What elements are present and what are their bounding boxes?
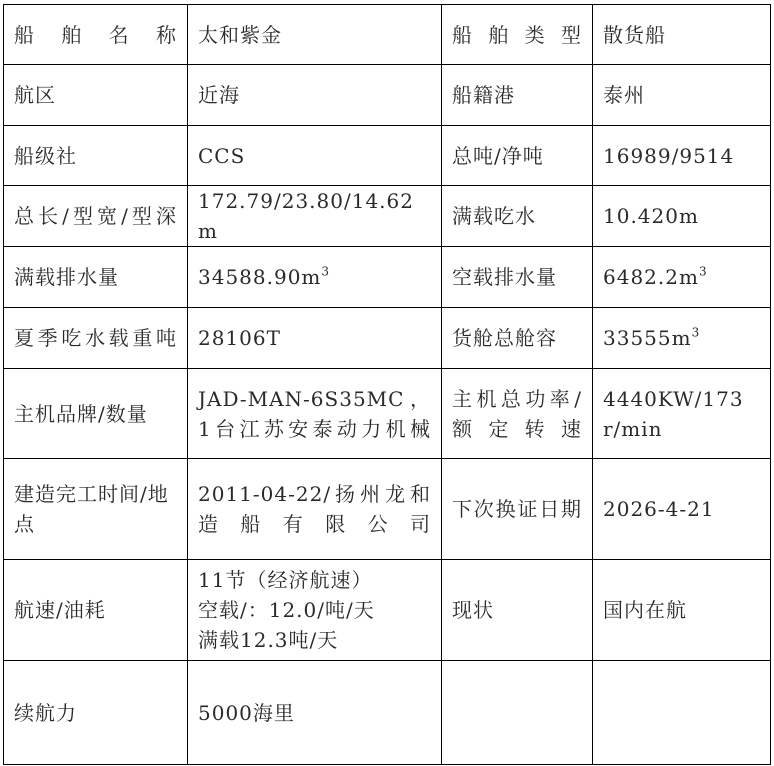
main-engine-value: JAD-MAN-6S35MC， 1台江苏安泰动力机械 — [188, 369, 442, 459]
navigation-area-label: 航区 — [4, 65, 188, 126]
dimensions-label: 总长/型宽/型深 — [4, 186, 188, 247]
table-row — [4, 247, 771, 308]
main-engine-power-value: 4440KW/173r/min — [593, 369, 771, 459]
port-of-registry-value: 泰州 — [593, 65, 771, 126]
table-row — [4, 661, 771, 765]
ship-spec-table — [3, 4, 771, 765]
full-load-displacement-label: 满载排水量 — [4, 247, 188, 308]
table-row — [4, 186, 771, 247]
status-value: 国内在航 — [593, 560, 771, 661]
speed-consumption-value — [188, 560, 442, 661]
endurance-value: 5000海里 — [188, 661, 442, 765]
table-row — [4, 459, 771, 560]
hold-capacity-value: $33555m^3$ — [593, 308, 771, 369]
table-row — [4, 560, 771, 661]
next-certificate-date-label: 下次换证日期 — [442, 459, 593, 560]
tonnage-value: 16989/9514 — [593, 126, 771, 186]
full-load-draft-label: 满载吃水 — [442, 186, 593, 247]
endurance-label: 续航力 — [4, 661, 188, 765]
speed-consumption-label: 航速/油耗 — [4, 560, 188, 661]
empty-cell — [442, 661, 593, 765]
ship-type-value: 散货船 — [593, 5, 771, 65]
build-date-place-value: 2011-04-22/扬州龙和造船有限公司 — [188, 459, 442, 560]
next-certificate-date-value: 2026-4-21 — [593, 459, 771, 560]
light-displacement-label: 空载排水量 — [442, 247, 593, 308]
main-engine-power-label: 主机总功率/额定转速 — [442, 369, 593, 459]
navigation-area-value: 近海 — [188, 65, 442, 126]
table-row — [4, 369, 771, 459]
summer-deadweight-label: 夏季吃水载重吨 — [4, 308, 188, 369]
empty-cell — [593, 661, 771, 765]
table-row — [4, 5, 771, 65]
tonnage-label: 总吨/净吨 — [442, 126, 593, 186]
ballast-consumption-line: 空载/：12.0/吨/天 — [198, 598, 375, 622]
table-row — [4, 308, 771, 369]
port-of-registry-label: 船籍港 — [442, 65, 593, 126]
table-row — [4, 65, 771, 126]
full-load-displacement-value: $34588.90m^3$ — [188, 247, 442, 308]
table-row — [4, 126, 771, 186]
ship-name-value: 太和紫金 — [188, 5, 442, 65]
classification-society-label: 船级社 — [4, 126, 188, 186]
ship-name-label: 船舶名称 — [4, 5, 188, 65]
speed-line: 11节（经济航速） — [198, 568, 373, 592]
ship-type-label: 船舶类型 — [442, 5, 593, 65]
light-displacement-value: $6482.2m^3$ — [593, 247, 771, 308]
main-engine-label: 主机品牌/数量 — [4, 369, 188, 459]
full-load-draft-value: 10.420m — [593, 186, 771, 247]
hold-capacity-label: 货舱总舱容 — [442, 308, 593, 369]
summer-deadweight-value: 28106T — [188, 308, 442, 369]
status-label: 现状 — [442, 560, 593, 661]
dimensions-value: 172.79/23.80/14.62m — [188, 186, 442, 247]
laden-consumption-line: 满载12.3吨/天 — [198, 628, 339, 652]
classification-society-value: CCS — [188, 126, 442, 186]
build-date-place-label: 建造完工时间/地点 — [4, 459, 188, 560]
